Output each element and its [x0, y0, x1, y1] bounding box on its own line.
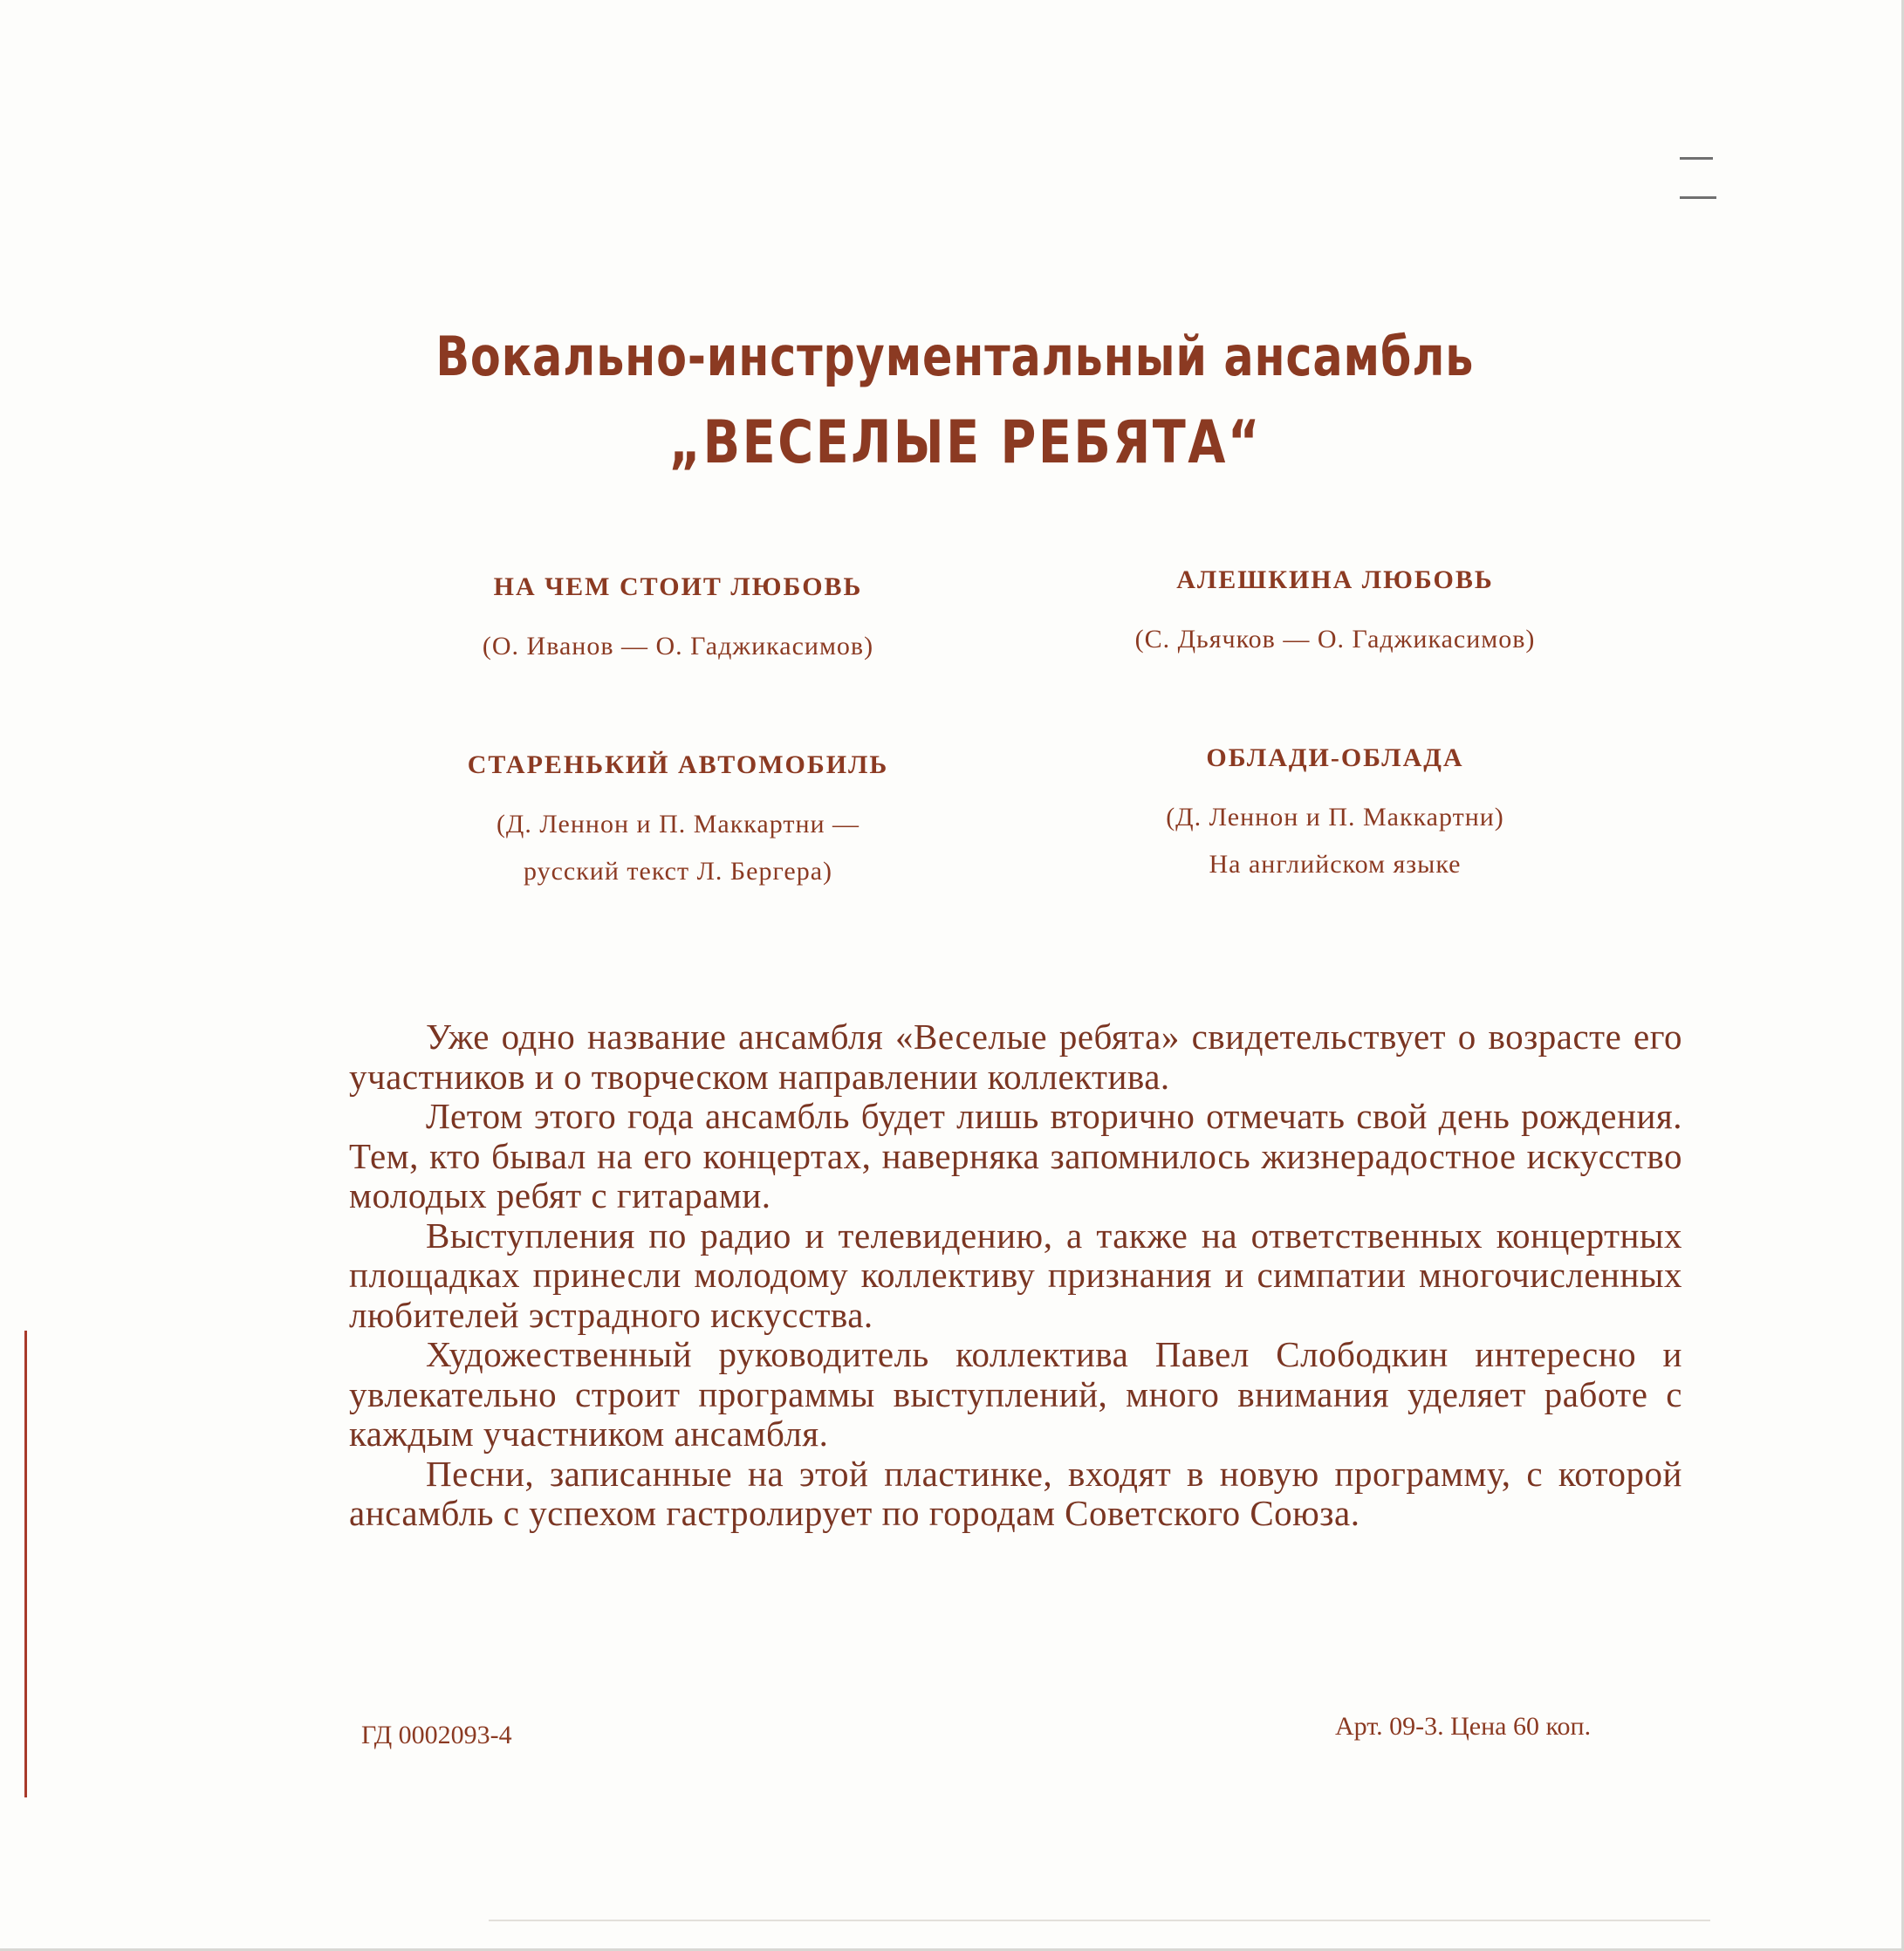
song-credits-continued: русский текст Л. Бергера)	[523, 857, 833, 886]
description-paragraph-4: Художественный руководитель коллектива Павел Слободкин интересно и увлекательно строит программы выступлений, много внимания уделяет работе с каждым участником ансамбля.	[349, 1334, 1682, 1454]
song-language-note: На английском языке	[1209, 850, 1462, 879]
price-label: Арт. 09-3. Цена 60 коп.	[1335, 1712, 1592, 1741]
margin-mark-upper	[1680, 157, 1713, 160]
song-block-4	[1003, 743, 1667, 880]
song-block-2	[1003, 565, 1667, 654]
ensemble-description	[349, 1017, 1682, 1534]
song-credits: (О. Иванов — О. Гаджикасимов)	[482, 632, 874, 661]
song-credits: (Д. Леннон и П. Маккартни)	[1166, 803, 1504, 832]
song-title: АЛЕШКИНА ЛЮБОВЬ	[1176, 565, 1494, 594]
left-edge-mark	[24, 1331, 27, 1797]
description-paragraph-2: Летом этого года ансамбль будет лишь вторично отмечать свой день рождения. Тем, кто бывал на его концертах, наверняка запомнилось жизнерадостное искусство молодых ребят с гитарами.	[349, 1096, 1682, 1215]
ensemble-name-heading: „ВЕСЕЛЫЕ РЕБЯТА“	[668, 408, 1263, 477]
song-block-1	[346, 572, 1010, 661]
song-title: СТАРЕНЬКИЙ АВТОМОБИЛЬ	[467, 750, 889, 779]
bottom-fold-line	[489, 1920, 1710, 1921]
description-paragraph-5: Песни, записанные на этой пластинке, входят в новую программу, с которой ансамбль с успехом гастролирует по городам Советского Союза.	[349, 1453, 1682, 1533]
song-title: НА ЧЕМ СТОИТ ЛЮБОВЬ	[493, 572, 863, 601]
margin-mark-lower	[1680, 196, 1716, 199]
song-credits: (Д. Леннон и П. Маккартни —	[496, 810, 860, 839]
catalog-number: ГД 0002093-4	[361, 1721, 512, 1749]
ensemble-type-heading: Вокально-инструментальный ансамбль	[435, 325, 1475, 388]
description-paragraph-1: Уже одно название ансамбля «Веселые ребята» свидетельствует о возрасте его участников и о творческом направлении коллектива.	[349, 1017, 1682, 1097]
description-paragraph-3: Выступления по радио и телевидению, а также на ответственных концертных площадках принесли молодому коллективу признания и симпатии многочисленных любителей эстрадного искусства.	[349, 1215, 1682, 1335]
song-title: ОБЛАДИ-ОБЛАДА	[1206, 743, 1464, 772]
song-credits: (С. Дьячков — О. Гаджикасимов)	[1134, 625, 1536, 654]
song-block-3	[346, 750, 1010, 887]
